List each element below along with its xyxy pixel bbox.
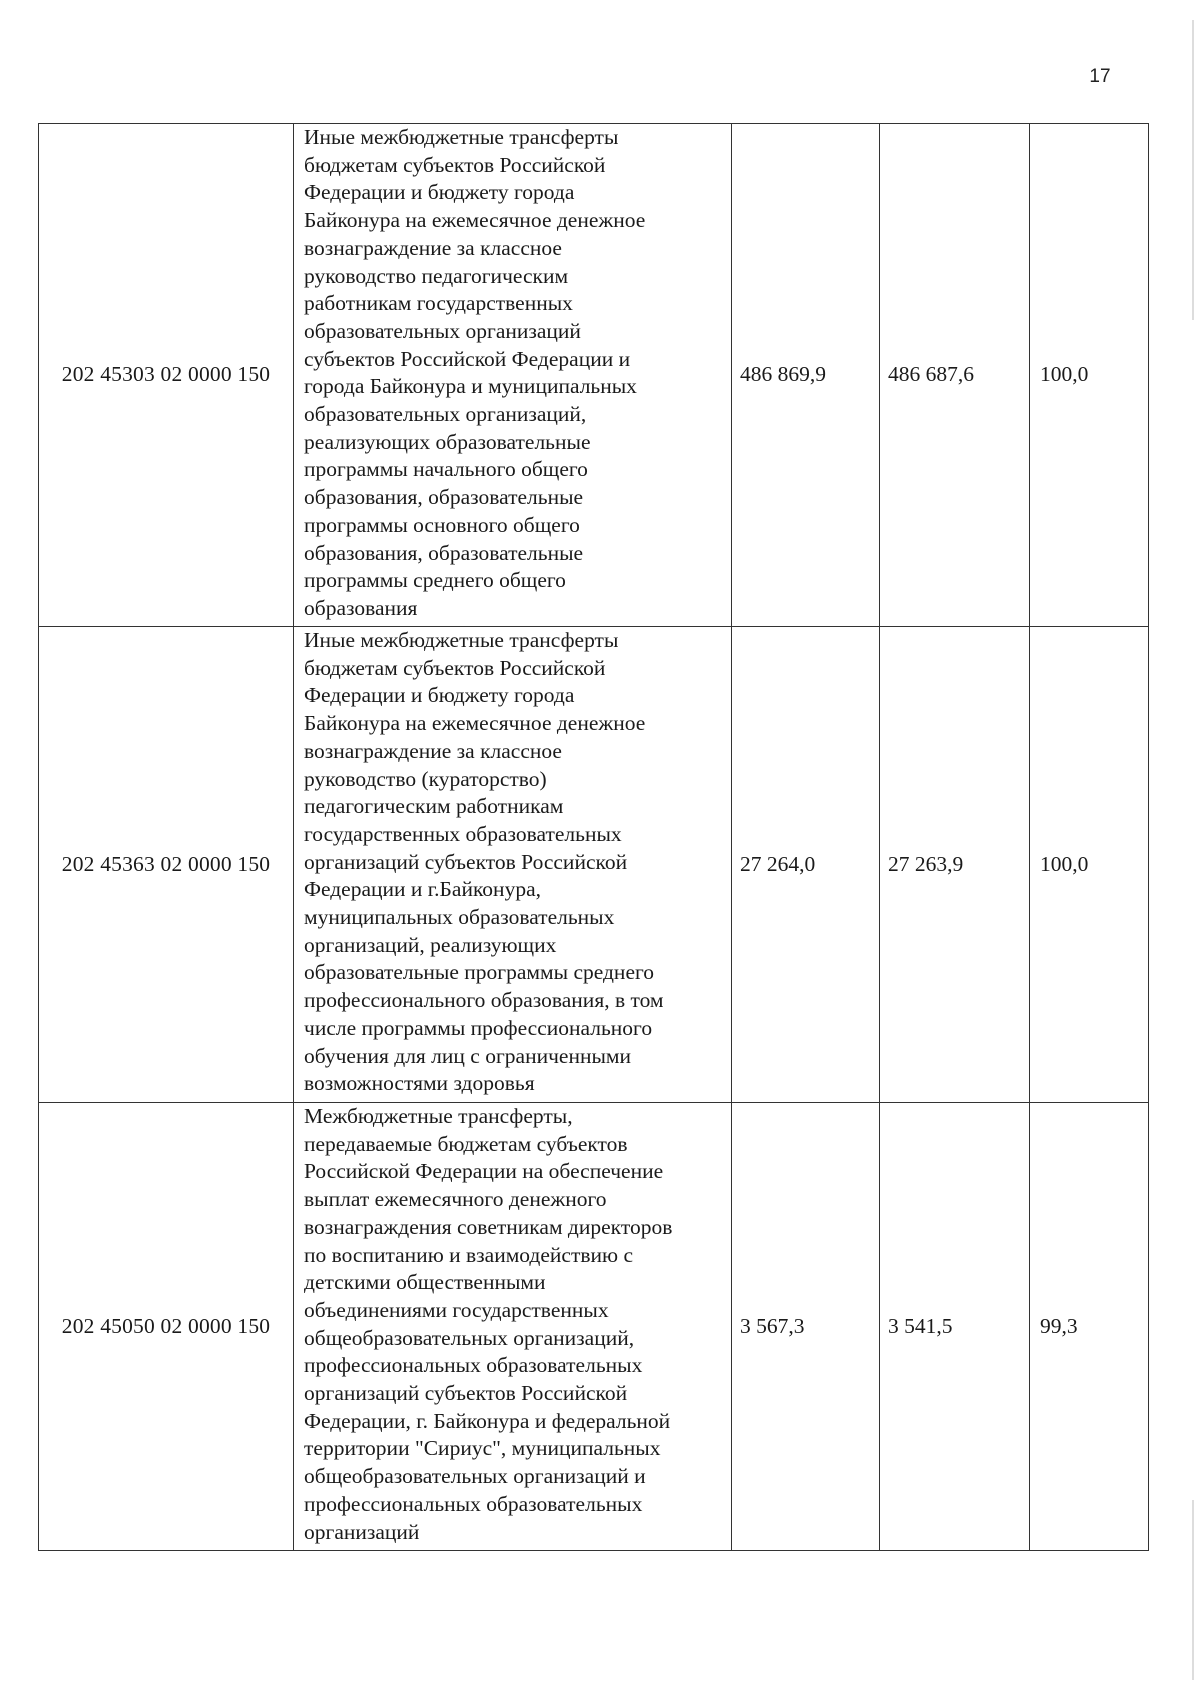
description-text: Иные межбюджетные трансферты бюджетам субъектов Российской Федерации и бюджету города Байконура на ежемесячное денежное вознаграждение за классное руководство педагогическим работникам государственных образовательных организаций субъектов Российской Федерации и города Байконура и муниципальных образовательных организаций, реализующих образовательные программы начального общего образования, образовательные программы основного общего образования, образовательные программы среднего общего образования (304, 125, 646, 620)
scan-edge-mark (1192, 20, 1194, 320)
budget-table (38, 123, 1149, 1551)
page-number: 17 (1089, 66, 1111, 87)
planned-amount-cell: 27 264,0 (732, 627, 880, 1103)
execution-percent-cell: 99,3 (1030, 1103, 1149, 1551)
planned-amount-cell: 3 567,3 (732, 1103, 880, 1551)
table-row (39, 627, 1149, 1103)
execution-percent-cell: 100,0 (1030, 627, 1149, 1103)
budget-code-cell: 202 45363 02 0000 150 (39, 627, 294, 1103)
executed-amount-cell: 27 263,9 (880, 627, 1030, 1103)
description-cell (294, 124, 732, 627)
table-row (39, 1103, 1149, 1551)
executed-amount-cell: 3 541,5 (880, 1103, 1030, 1551)
execution-percent-cell: 100,0 (1030, 124, 1149, 627)
description-cell (294, 627, 732, 1103)
scan-edge-mark (1192, 1500, 1194, 1680)
budget-code-cell: 202 45050 02 0000 150 (39, 1103, 294, 1551)
table-row (39, 124, 1149, 627)
planned-amount-cell: 486 869,9 (732, 124, 880, 627)
description-text: Межбюджетные трансферты, передаваемые бюджетам субъектов Российской Федерации на обеспечение выплат ежемесячного денежного вознаграждения советникам директоров по воспитанию и взаимодействию с детскими общественными объединениями государственных общеобразовательных организаций, профессиональных образовательных организаций субъектов Российской Федерации, г. Байконура и федеральной территории "Сириус", муниципальных общеобразовательных организаций и профессиональных образовательных организаций (304, 1104, 673, 1544)
budget-code-cell: 202 45303 02 0000 150 (39, 124, 294, 627)
executed-amount-cell: 486 687,6 (880, 124, 1030, 627)
description-text: Иные межбюджетные трансферты бюджетам субъектов Российской Федерации и бюджету города Байконура на ежемесячное денежное вознаграждение за классное руководство (кураторство) педагогическим работникам государственных образовательных организаций субъектов Российской Федерации и г.Байконура, муниципальных образовательных организаций, реализующих образовательные программы среднего профессионального образования, в том числе программы профессионального обучения для лиц с ограниченными возможностями здоровья (304, 628, 664, 1096)
description-cell (294, 1103, 732, 1551)
